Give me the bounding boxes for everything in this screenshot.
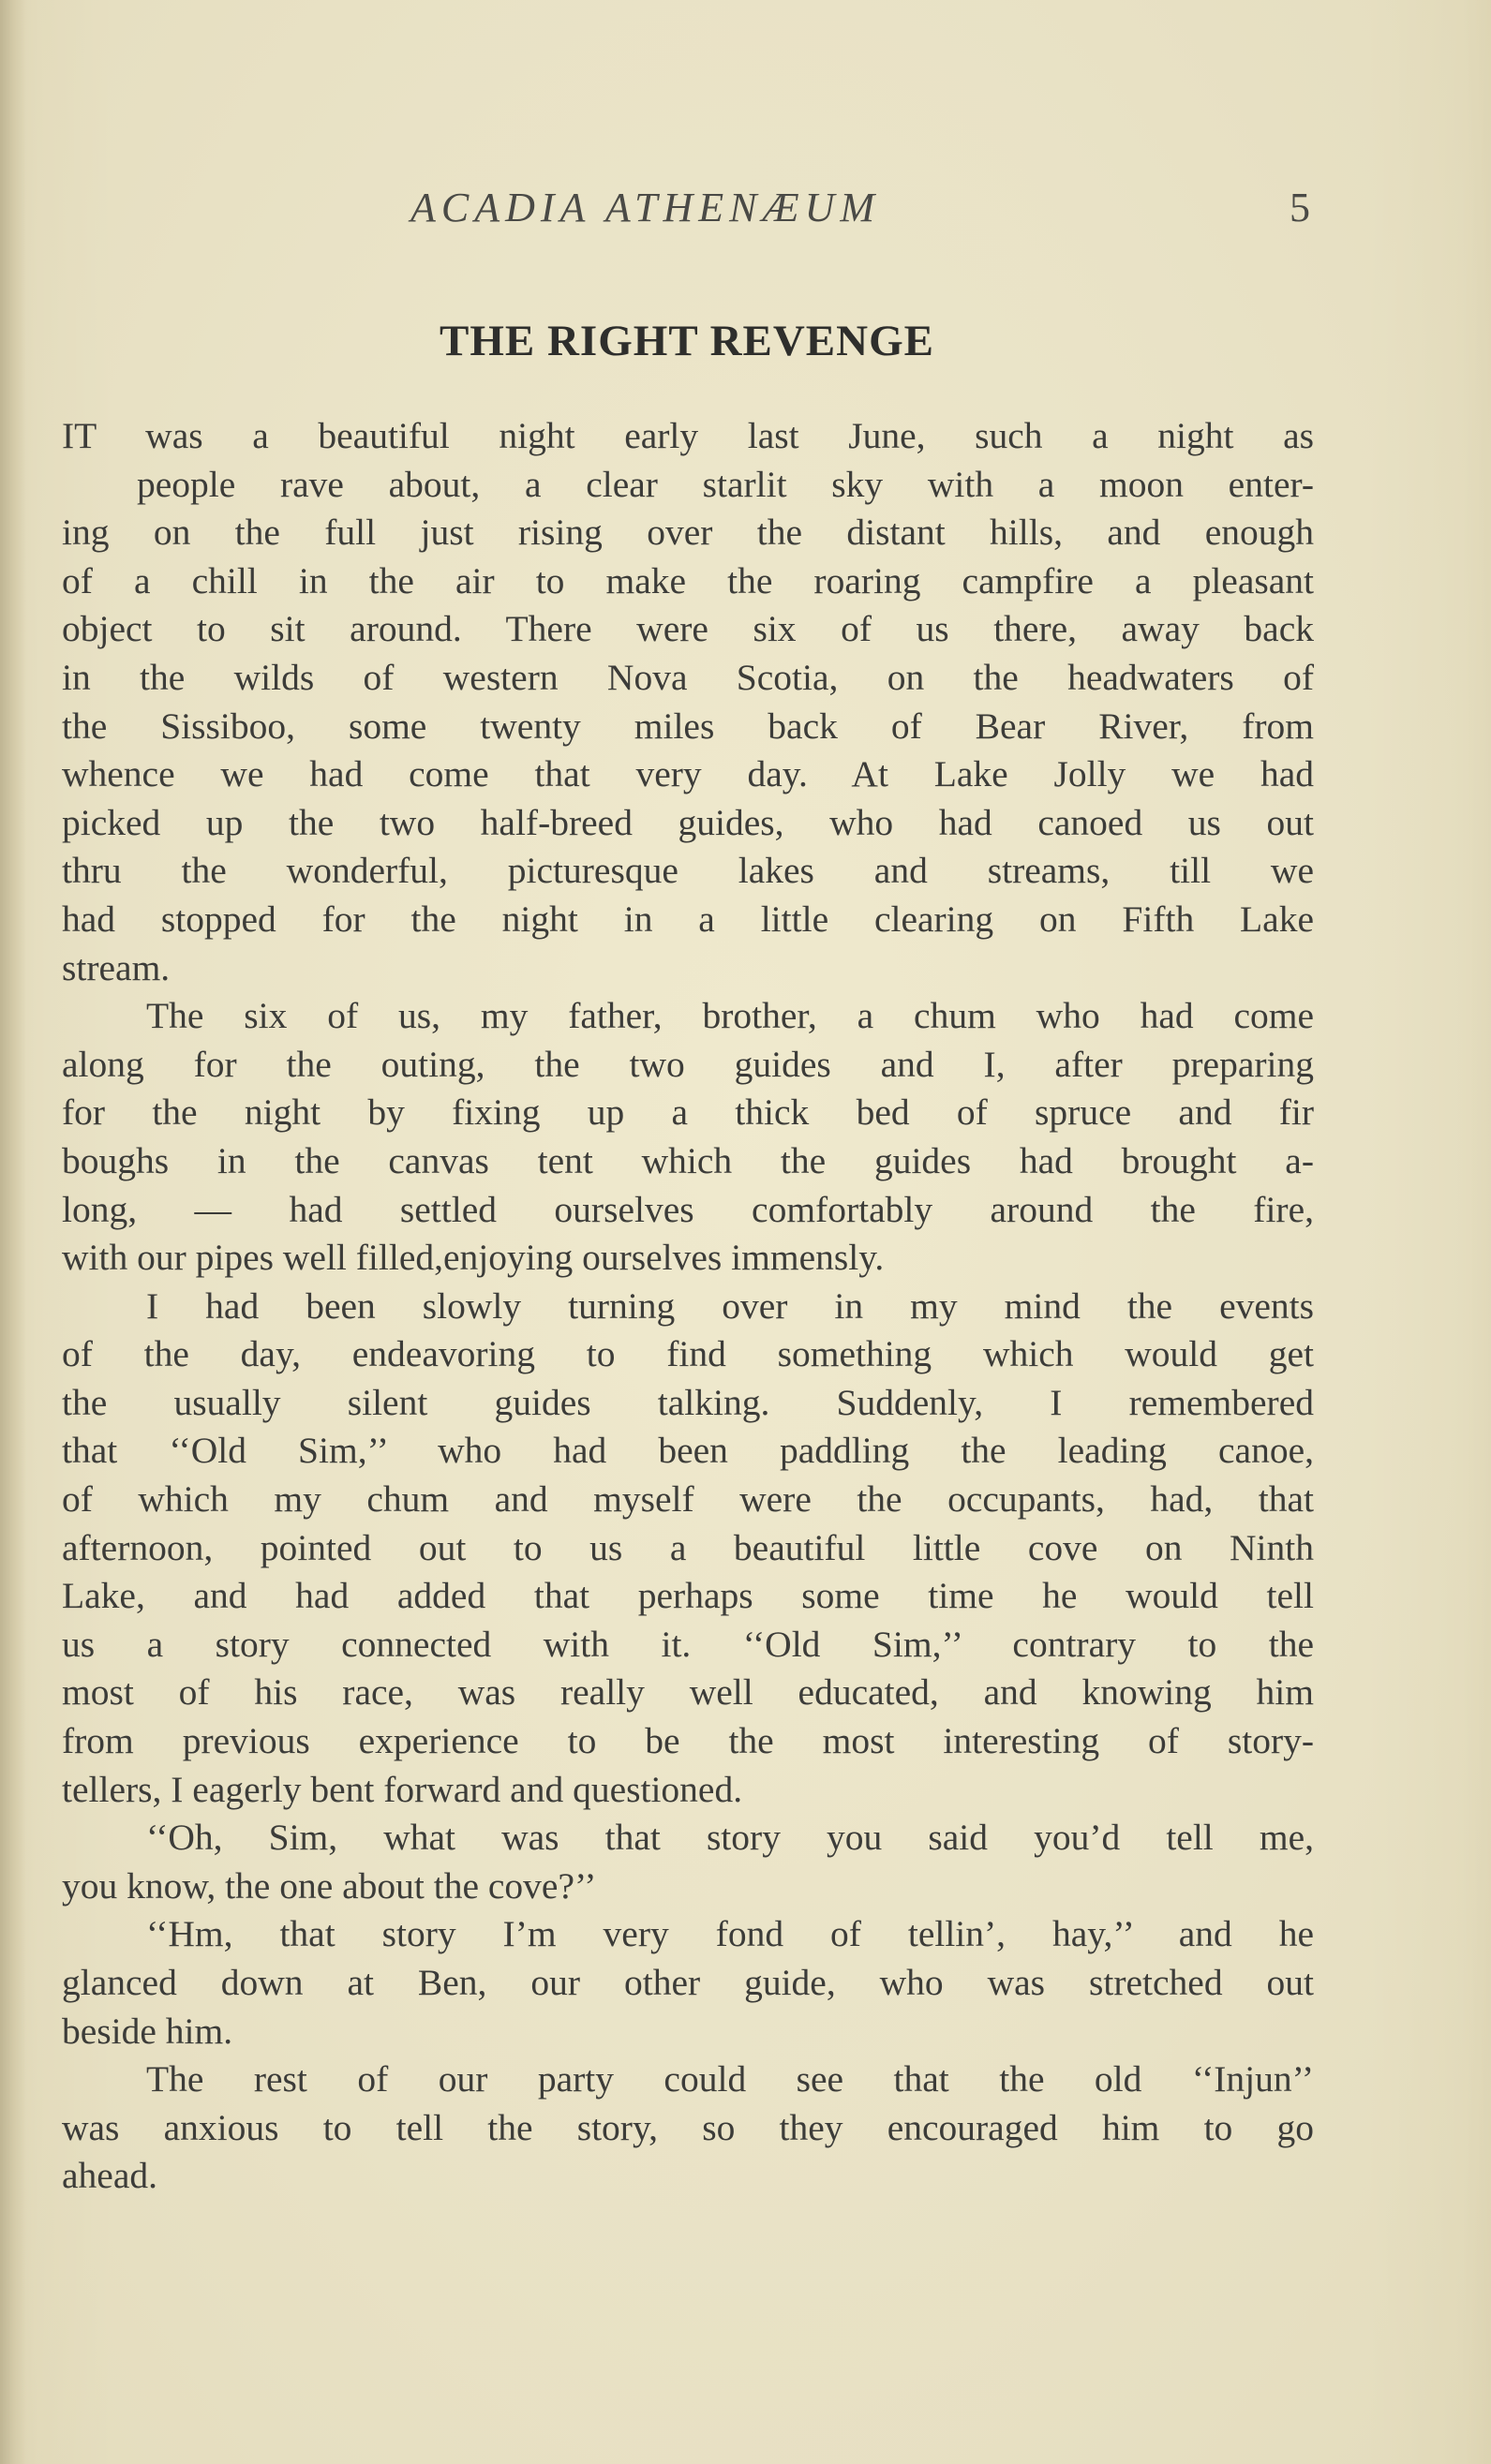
text-line: the Sissiboo, some twenty miles back of Bear River, from (62, 705, 1314, 747)
text-line: had stopped for the night in a little clearing on Fifth Lake (62, 898, 1314, 940)
text-line: object to sit around. There were six of us there, away back (62, 608, 1314, 650)
text-line: from previous experience to be the most interesting of story- (62, 1720, 1314, 1762)
text-line: afternoon, pointed out to us a beautiful little cove on Ninth (62, 1526, 1314, 1568)
text-line: boughs in the canvas tent which the guides had brought a- (62, 1139, 1314, 1181)
article-body (62, 412, 1314, 2201)
page-number: 5 (1290, 185, 1310, 230)
text-line: most of his race, was really well educated, and knowing him (62, 1671, 1314, 1714)
text-line: that ‘‘Old Sim,’’ who had been paddling the leading canoe, (62, 1430, 1314, 1472)
text-line: in the wilds of western Nova Scotia, on the headwaters of (62, 656, 1314, 698)
text-line: you know, the one about the cove?’’ (62, 1864, 597, 1907)
text-line: was anxious to tell the story, so they encouraged him to go (62, 2106, 1314, 2148)
text-line: stream. (62, 946, 171, 988)
text-line: The rest of our party could see that the old ‘‘Injun’’ (146, 2058, 1314, 2100)
text-line: I had been slowly turning over in my mind the events (146, 1284, 1314, 1327)
text-line: tellers, I eagerly bent forward and questioned. (62, 1768, 743, 1810)
text-line: with our pipes well filled,enjoying ourselves immensly. (62, 1237, 885, 1279)
text-line: the usually silent guides talking. Suddenly, I remembered (62, 1381, 1314, 1423)
text-line: for the night by fixing up a thick bed of spruce and fir (62, 1091, 1314, 1134)
journal-title: ACADIA ATHENÆUM (410, 185, 881, 230)
text-line: ‘‘Oh, Sim, what was that story you said you’d tell me, (146, 1817, 1314, 1859)
text-line: ‘‘Hm, that story I’m very fond of tellin’, hay,’’ and he (146, 1913, 1314, 1955)
running-head (0, 184, 1491, 249)
text-line: long, — had settled ourselves comfortably around the fire, (62, 1188, 1314, 1230)
text-line: ahead. (62, 2155, 157, 2197)
text-line: people rave about, a clear starlit sky with a moon enter- (137, 463, 1314, 505)
text-line: us a story connected with it. ‘‘Old Sim,’’ contrary to the (62, 1623, 1314, 1665)
text-line: ing on the full just rising over the distant hills, and enough (62, 512, 1314, 554)
text-line: of a chill in the air to make the roaring campfire a pleasant (62, 559, 1314, 601)
text-line: IT was a beautiful night early last June, such a night as (62, 415, 1314, 456)
text-line: of the day, endeavoring to find something which would get (62, 1333, 1314, 1375)
text-line: whence we had come that very day. At Lake Jolly we had (62, 753, 1314, 795)
text-line: of which my chum and myself were the occupants, had, that (62, 1478, 1314, 1521)
page-edge-shadow (0, 0, 26, 2464)
text-line: beside him. (62, 2010, 233, 2052)
text-line: thru the wonderful, picturesque lakes and streams, till we (62, 850, 1314, 892)
text-line: glanced down at Ben, our other guide, who was stretched out (62, 1962, 1314, 2003)
article-title: THE RIGHT REVENGE (439, 317, 935, 365)
text-line: along for the outing, the two guides and I, after preparing (62, 1043, 1314, 1085)
text-line: picked up the two half-breed guides, who had canoed us out (62, 801, 1314, 843)
text-line: The six of us, my father, brother, a chum who had come (146, 995, 1314, 1037)
text-line: Lake, and had added that perhaps some time he would tell (62, 1575, 1314, 1617)
